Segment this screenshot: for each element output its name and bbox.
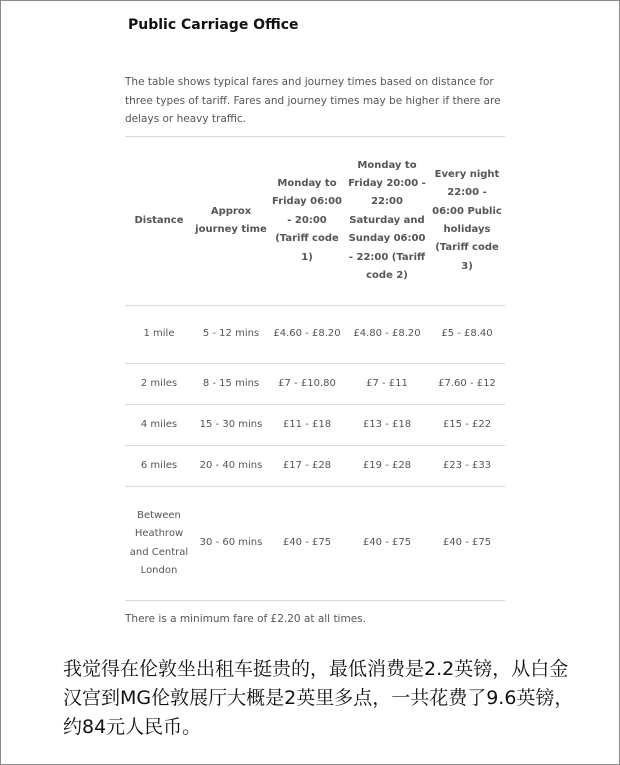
- header-tariff-3: Every night 22:00 - 06:00 Public holidays (Tariff code 3): [429, 137, 505, 306]
- fares-table: [125, 136, 505, 601]
- table-row: [125, 446, 505, 487]
- table-row: [125, 487, 505, 601]
- cell-distance: Between Heathrow and Central London: [125, 487, 193, 601]
- cell-tariff-2: £4.80 - £8.20: [345, 306, 429, 364]
- cell-tariff-2: £40 - £75: [345, 487, 429, 601]
- cell-distance: 1 mile: [125, 306, 193, 364]
- cell-tariff-3: £7.60 - £12: [429, 364, 505, 405]
- header-tariff-2: Monday to Friday 20:00 - 22:00 Saturday and Sunday 06:00 - 22:00 (Tariff code 2): [345, 137, 429, 306]
- cell-tariff-3: £23 - £33: [429, 446, 505, 487]
- cell-journey-time: 30 - 60 mins: [193, 487, 269, 601]
- intro-paragraph: The table shows typical fares and journey times based on distance for three types of tariff. Fares and journey times may be higher if there are delays or heavy traffic.: [125, 76, 501, 125]
- cell-tariff-3: £5 - £8.40: [429, 306, 505, 364]
- cell-tariff-2: £7 - £11: [345, 364, 429, 405]
- cell-tariff-1: £4.60 - £8.20: [269, 306, 345, 364]
- cell-tariff-3: £15 - £22: [429, 405, 505, 446]
- header-distance: Distance: [125, 137, 193, 306]
- cell-tariff-2: £13 - £18: [345, 405, 429, 446]
- cell-journey-time: 20 - 40 mins: [193, 446, 269, 487]
- cell-tariff-1: £40 - £75: [269, 487, 345, 601]
- table-row: [125, 364, 505, 405]
- page-title: Public Carriage Office: [128, 17, 299, 33]
- minimum-fare-note: There is a minimum fare of £2.20 at all times.: [125, 613, 366, 625]
- cell-tariff-3: £40 - £75: [429, 487, 505, 601]
- chinese-caption: 我觉得在伦敦坐出租车挺贵的，最低消费是2.2英镑，从白金汉宫到MG伦敦展厅大概是2英里多点，一共花费了9.6英镑，约84元人民币。: [63, 658, 574, 738]
- cell-journey-time: 15 - 30 mins: [193, 405, 269, 446]
- header-journey-time: Approx journey time: [193, 137, 269, 306]
- cell-tariff-2: £19 - £28: [345, 446, 429, 487]
- table-row: [125, 405, 505, 446]
- cell-journey-time: 5 - 12 mins: [193, 306, 269, 364]
- table-header-row: [125, 137, 505, 306]
- cell-journey-time: 8 - 15 mins: [193, 364, 269, 405]
- header-tariff-1: Monday to Friday 06:00 - 20:00 (Tariff code 1): [269, 137, 345, 306]
- table-row: [125, 306, 505, 364]
- cell-distance: 6 miles: [125, 446, 193, 487]
- cell-distance: 2 miles: [125, 364, 193, 405]
- cell-tariff-1: £7 - £10.80: [269, 364, 345, 405]
- cell-tariff-1: £11 - £18: [269, 405, 345, 446]
- cell-tariff-1: £17 - £28: [269, 446, 345, 487]
- cell-distance: 4 miles: [125, 405, 193, 446]
